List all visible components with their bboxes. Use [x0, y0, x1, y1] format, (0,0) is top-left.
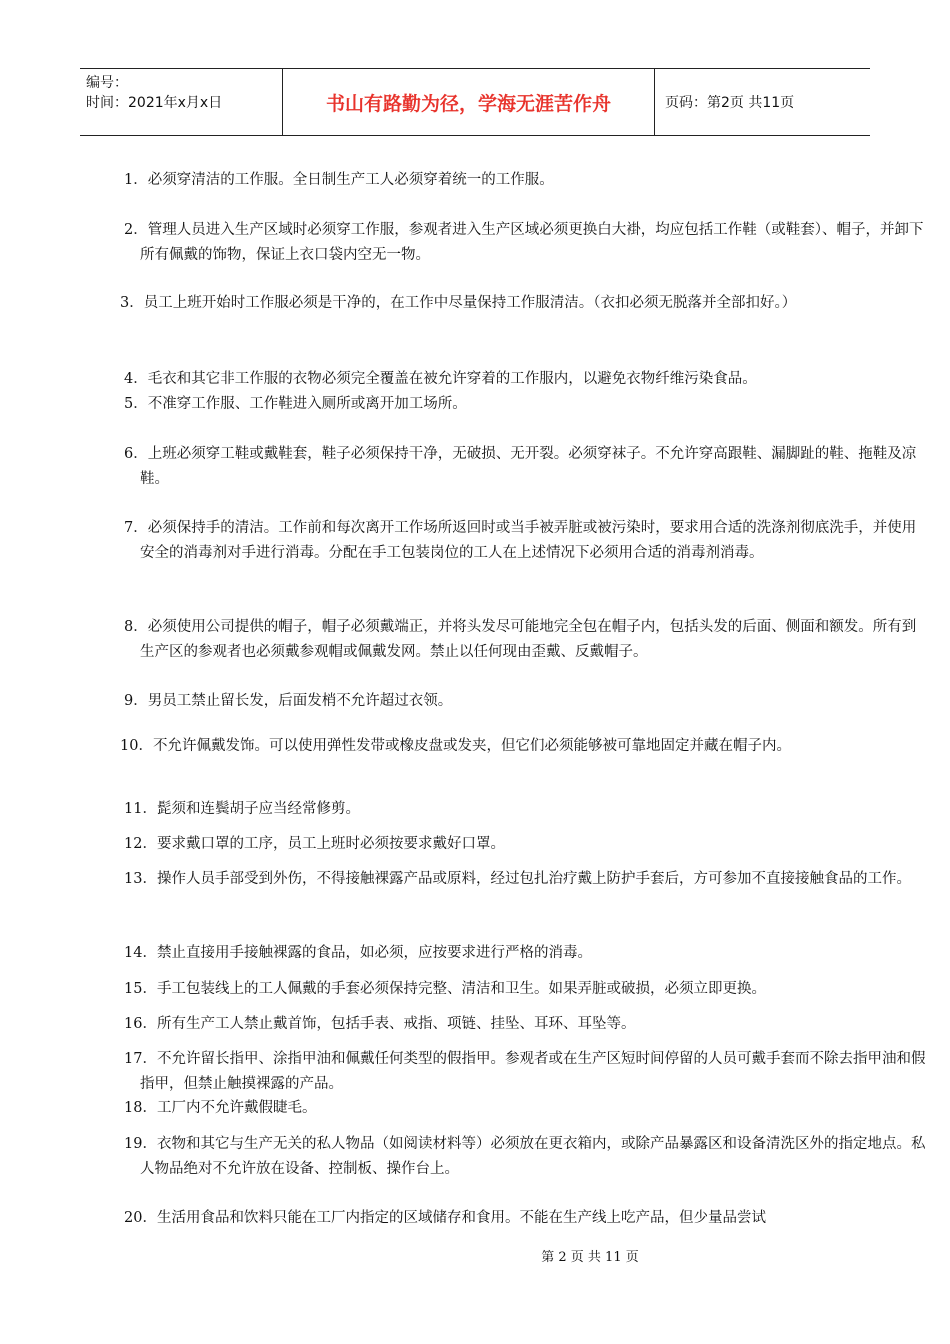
header-page-label: 页码：第2页 共11页 [665, 95, 795, 111]
rule-item: 20．生活用食品和饮料只能在工厂内指定的区域储存和食用。不能在生产线上吃产品，但少量品尝试 [124, 1210, 766, 1226]
rule-item: 6．上班必须穿工鞋或戴鞋套，鞋子必须保持干净，无破损、无开裂。必须穿袜子。不允许穿高跟鞋、漏脚趾的鞋、拖鞋及凉鞋。 [124, 446, 917, 487]
rule-item: 9．男员工禁止留长发，后面发梢不允许超过衣领。 [124, 693, 453, 709]
rule-item: 1．必须穿清洁的工作服。全日制生产工人必须穿着统一的工作服。 [124, 172, 554, 188]
document-header [80, 68, 870, 136]
rule-item: 8．必须使用公司提供的帽子，帽子必须戴端正，并将头发尽可能地完全包在帽子内，包括头发的后面、侧面和额发。所有到生产区的参观者也必须戴参观帽或佩戴发网。禁止以任何现由歪戴、反戴帽子。 [124, 619, 917, 660]
rule-item: 17．不允许留长指甲、涂指甲油和佩戴任何类型的假指甲。参观者或在生产区短时间停留的人员可戴手套而不除去指甲油和假指甲，但禁止触摸裸露的产品。 [124, 1051, 926, 1092]
rule-item: 5．不准穿工作服、工作鞋进入厕所或离开加工场所。 [124, 396, 467, 412]
rule-item: 19．衣物和其它与生产无关的私人物品（如阅读材料等）必须放在更衣箱内，或除产品暴露区和设备清洗区外的指定地点。私人物品绝对不允许放在设备、控制板、操作台上。 [124, 1136, 926, 1177]
rule-item: 16．所有生产工人禁止戴首饰，包括手表、戒指、项链、挂坠、耳环、耳坠等。 [124, 1016, 636, 1032]
date-label: 时间：2021年x月x日 [86, 95, 223, 111]
rule-item: 10．不允许佩戴发饰。可以使用弹性发带或橡皮盘或发夹，但它们必须能够被可靠地固定并藏在帽子内。 [120, 738, 791, 754]
rule-item: 2．管理人员进入生产区域时必须穿工作服，参观者进入生产区域必须更换白大褂，均应包括工作鞋（或鞋套）、帽子，并卸下所有佩戴的饰物，保证上衣口袋内空无一物。 [124, 222, 924, 263]
header-meta [80, 69, 283, 135]
rule-item: 13．操作人员手部受到外伤，不得接触裸露产品或原料，经过包扎治疗戴上防护手套后，方可参加不直接接触食品的工作。 [124, 871, 911, 887]
rule-item: 3．员工上班开始时工作服必须是干净的，在工作中尽量保持工作服清洁。（衣扣必须无脱落并全部扣好。） [120, 295, 797, 311]
rule-item: 11．髭须和连鬓胡子应当经常修剪。 [124, 801, 360, 817]
rule-item: 15．手工包装线上的工人佩戴的手套必须保持完整、清洁和卫生。如果弄脏或破损，必须立即更换。 [124, 981, 766, 997]
header-motto: 书山有路勤为径，学海无涯苦作舟 [283, 69, 655, 135]
rule-item: 18．工厂内不允许戴假睫毛。 [124, 1100, 317, 1116]
rule-item: 14．禁止直接用手接触裸露的食品，如必须，应按要求进行严格的消毒。 [124, 945, 592, 961]
rule-item: 12．要求戴口罩的工序，员工上班时必须按要求戴好口罩。 [124, 836, 505, 852]
rule-item: 7．必须保持手的清洁。工作前和每次离开工作场所返回时或当手被弄脏或被污染时，要求用合适的洗涤剂彻底洗手，并使用安全的消毒剂对手进行消毒。分配在手工包装岗位的工人在上述情况下必须用合适的消毒剂消毒。 [124, 520, 917, 561]
page-footer: 第 2 页 共 11 页 [541, 1250, 639, 1265]
code-label: 编号： [86, 75, 128, 91]
rule-item: 4．毛衣和其它非工作服的衣物必须完全覆盖在被允许穿着的工作服内，以避免衣物纤维污染食品。 [124, 371, 757, 387]
